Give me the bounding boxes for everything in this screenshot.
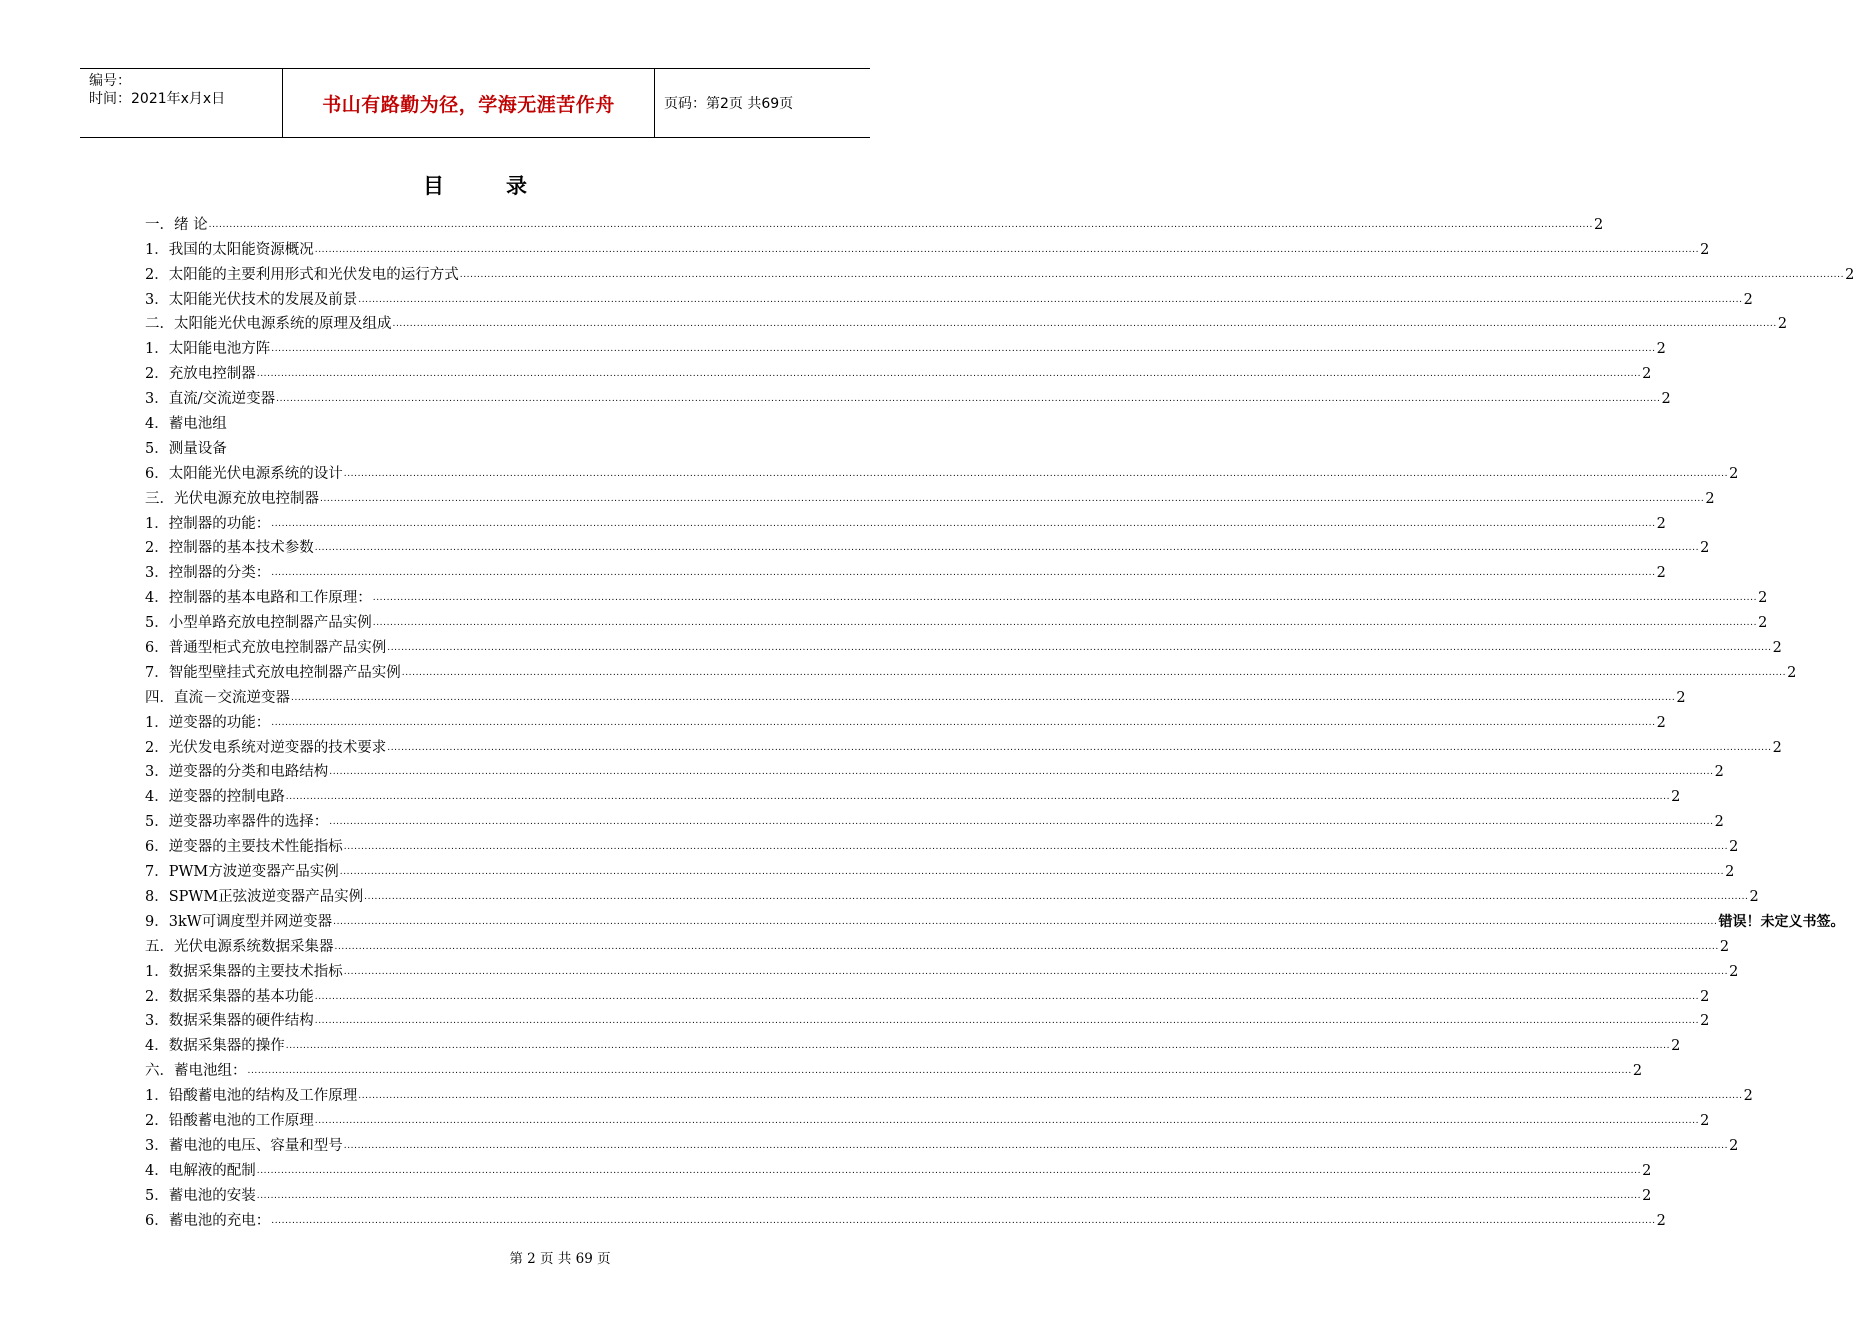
toc-entry[interactable] — [145, 433, 806, 458]
toc-leader-dots: ................................................................................................................................................................................................................................................................................................................................................................................................................ — [247, 1066, 1632, 1077]
toc-entry-page: 2 — [1700, 540, 1710, 557]
toc-entry-title: 5．小型单路充放电控制器产品实例 — [145, 615, 372, 632]
toc-entry-title: 4．蓄电池组 — [145, 416, 227, 433]
toc-leader-dots: ................................................................................................................................................................................................................................................................................................................................................................................................................ — [364, 891, 1749, 902]
toc-entry-title: 4．电解液的配制 — [145, 1162, 256, 1179]
toc-entry-page: 错误！未定义书签。 — [1718, 913, 1845, 930]
toc-entry-title: 2．光伏发电系统对逆变器的技术要求 — [145, 739, 387, 756]
toc-entry-page: 2 — [1729, 465, 1739, 482]
toc-entry-title: 3．逆变器的分类和电路结构 — [145, 764, 329, 781]
toc-entry[interactable] — [145, 1155, 1652, 1180]
toc-entry[interactable] — [145, 757, 1724, 782]
toc-leader-dots: ................................................................................................................................................................................................................................................................................................................................................................................................................ — [372, 618, 1758, 629]
page-header — [80, 68, 870, 138]
toc-entry[interactable] — [145, 1180, 1652, 1205]
toc-entry-page: 2 — [1593, 216, 1604, 233]
toc-entry-page: 2 — [1787, 664, 1797, 681]
toc-entry-title: 8．SPWM正弦波逆变器产品实例 — [145, 888, 364, 905]
toc-entry-page: 2 — [1743, 291, 1753, 308]
toc-entry-page: 2 — [1719, 938, 1730, 955]
toc-entry-page: 2 — [1642, 366, 1652, 383]
toc-entry[interactable] — [145, 234, 1710, 259]
toc-entry-title: 6．普通型柜式充放电控制器产品实例 — [145, 640, 387, 657]
toc-entry-title: 3．控制器的分类： — [145, 565, 271, 582]
toc-entry[interactable] — [145, 1055, 1643, 1080]
toc-entry-page: 2 — [1656, 1212, 1666, 1229]
toc-leader-dots: ................................................................................................................................................................................................................................................................................................................................................................................................................ — [343, 468, 1729, 479]
toc-leader-dots: ................................................................................................................................................................................................................................................................................................................................................................................................................ — [276, 394, 1661, 405]
toc-entry-title: 六．蓄电池组： — [145, 1063, 247, 1080]
toc-entry-title: 1．控制器的功能： — [145, 515, 271, 532]
toc-entry[interactable] — [145, 881, 1759, 906]
toc-leader-dots: ................................................................................................................................................................................................................................................................................................................................................................................................................ — [271, 1215, 1656, 1226]
toc-entry-page: 2 — [1642, 1187, 1652, 1204]
toc-entry-title: 9．3kW可调度型并网逆变器 — [145, 913, 333, 930]
toc-leader-dots: ................................................................................................................................................................................................................................................................................................................................................................................................................ — [343, 1140, 1729, 1151]
toc-entry-page: 2 — [1729, 963, 1739, 980]
toc-entry-page: 2 — [1749, 888, 1759, 905]
toc-entry[interactable] — [145, 806, 1724, 831]
toc-leader-dots: ................................................................................................................................................................................................................................................................................................................................................................................................................ — [271, 344, 1656, 355]
toc-entry[interactable] — [145, 284, 1753, 309]
header-motto-cell — [282, 69, 655, 137]
toc-entry-title: 1．太阳能电池方阵 — [145, 341, 271, 358]
page-title — [0, 170, 950, 200]
toc-entry-title: 2．太阳能的主要利用形式和光伏发电的运行方式 — [145, 266, 459, 283]
toc-entry-title: 1．铅酸蓄电池的结构及工作原理 — [145, 1088, 358, 1105]
toc-entry-title: 3．数据采集器的硬件结构 — [145, 1013, 314, 1030]
toc-entry-page: 2 — [1729, 839, 1739, 856]
toc-entry[interactable] — [145, 906, 1845, 931]
toc-entry[interactable] — [145, 1006, 1710, 1031]
toc-entry[interactable] — [145, 383, 1671, 408]
toc-entry[interactable] — [145, 557, 1666, 582]
toc-entry-page: 2 — [1632, 1063, 1643, 1080]
header-meta — [80, 69, 282, 137]
toc-entry-page: 2 — [1743, 1088, 1753, 1105]
header-motto: 书山有路勤为径，学海无涯苦作舟 — [322, 93, 615, 116]
toc-entry[interactable] — [145, 1105, 1710, 1130]
toc-entry-page: 2 — [1676, 689, 1686, 706]
toc-entry[interactable] — [145, 1030, 1681, 1055]
toc-leader-dots: ................................................................................................................................................................................................................................................................................................................................................................................................................ — [271, 568, 1656, 579]
toc-entry-page: 2 — [1777, 316, 1788, 333]
toc-entry-title: 7．PWM方波逆变器产品实例 — [145, 864, 339, 881]
toc-entry-title: 5．逆变器功率器件的选择： — [145, 814, 329, 831]
title-char-1: 目 — [423, 174, 444, 198]
toc-entry-page: 2 — [1671, 789, 1681, 806]
toc-entry-page: 2 — [1772, 640, 1782, 657]
toc-entry-title: 2．充放电控制器 — [145, 366, 256, 383]
toc-leader-dots: ................................................................................................................................................................................................................................................................................................................................................................................................................ — [358, 1091, 1743, 1102]
toc-entry[interactable] — [145, 707, 1666, 732]
toc-entry[interactable] — [145, 209, 1604, 234]
toc-entry-title: 2．数据采集器的基本功能 — [145, 988, 314, 1005]
toc-entry-title: 6．逆变器的主要技术性能指标 — [145, 839, 343, 856]
toc-leader-dots: ................................................................................................................................................................................................................................................................................................................................................................................................................ — [339, 867, 1725, 878]
toc-entry-page: 2 — [1845, 266, 1854, 283]
toc-entry-title: 三．光伏电源充放电控制器 — [145, 490, 319, 507]
table-of-contents — [145, 209, 1854, 1230]
page-footer: 第 2 页 共 69 页 — [509, 1251, 611, 1267]
toc-leader-dots: ................................................................................................................................................................................................................................................................................................................................................................................................................ — [256, 1165, 1642, 1176]
toc-leader-dots: ................................................................................................................................................................................................................................................................................................................................................................................................................ — [459, 269, 1845, 280]
toc-entry[interactable] — [145, 1205, 1666, 1230]
toc-entry[interactable] — [145, 508, 1666, 533]
toc-entry[interactable] — [145, 358, 1652, 383]
toc-entry-page: 2 — [1714, 764, 1724, 781]
toc-entry[interactable] — [145, 956, 1739, 981]
toc-entry-title: 一．绪 论 — [145, 216, 208, 233]
toc-entry-page: 2 — [1642, 1162, 1652, 1179]
toc-entry-page: 2 — [1758, 590, 1768, 607]
toc-leader-dots: ................................................................................................................................................................................................................................................................................................................................................................................................................ — [358, 294, 1743, 305]
toc-entry-title: 1．我国的太阳能资源概况 — [145, 241, 314, 258]
toc-entry[interactable] — [145, 533, 1710, 558]
toc-entry-title: 4．逆变器的控制电路 — [145, 789, 285, 806]
toc-leader-dots: ................................................................................................................................................................................................................................................................................................................................................................................................................ — [329, 817, 1714, 828]
toc-leader-dots: ................................................................................................................................................................................................................................................................................................................................................................................................................ — [314, 1115, 1700, 1126]
toc-entry[interactable] — [145, 1080, 1753, 1105]
title-char-2: 录 — [506, 174, 527, 198]
toc-leader-dots: ................................................................................................................................................................................................................................................................................................................................................................................................................ — [271, 518, 1656, 529]
toc-entry-title: 1．逆变器的功能： — [145, 714, 271, 731]
toc-entry[interactable] — [145, 309, 1788, 334]
toc-leader-dots: ................................................................................................................................................................................................................................................................................................................................................................................................................ — [314, 543, 1700, 554]
toc-entry[interactable] — [145, 483, 1715, 508]
document-time-label: 时间：2021年x月x日 — [89, 91, 226, 107]
toc-entry-title: 4．控制器的基本电路和工作原理： — [145, 590, 372, 607]
toc-leader-dots: ................................................................................................................................................................................................................................................................................................................................................................................................................ — [392, 319, 1777, 330]
toc-entry-title: 二．太阳能光伏电源系统的原理及组成 — [145, 316, 392, 333]
toc-entry-title: 3．蓄电池的电压、容量和型号 — [145, 1137, 343, 1154]
toc-entry-title: 6．蓄电池的充电： — [145, 1212, 271, 1229]
toc-leader-dots: ................................................................................................................................................................................................................................................................................................................................................................................................................ — [343, 842, 1729, 853]
toc-leader-dots: ................................................................................................................................................................................................................................................................................................................................................................................................................ — [285, 1041, 1671, 1052]
toc-entry[interactable] — [145, 408, 806, 433]
toc-entry-page: 2 — [1656, 515, 1666, 532]
toc-leader-dots: ................................................................................................................................................................................................................................................................................................................................................................................................................ — [372, 593, 1758, 604]
toc-entry-page: 2 — [1700, 241, 1710, 258]
toc-entry-page: 2 — [1661, 391, 1671, 408]
toc-entry[interactable] — [145, 632, 1782, 657]
toc-entry-page: 2 — [1700, 1013, 1710, 1030]
toc-entry[interactable] — [145, 458, 1739, 483]
toc-entry-page: 2 — [1772, 739, 1782, 756]
toc-leader-dots: ................................................................................................................................................................................................................................................................................................................................................................................................................ — [314, 991, 1700, 1002]
toc-leader-dots: ................................................................................................................................................................................................................................................................................................................................................................................................................ — [401, 667, 1787, 678]
toc-entry[interactable] — [145, 259, 1854, 284]
toc-entry-title: 1．数据采集器的主要技术指标 — [145, 963, 343, 980]
toc-leader-dots: ................................................................................................................................................................................................................................................................................................................................................................................................................ — [387, 643, 1772, 654]
toc-entry[interactable] — [145, 931, 1730, 956]
toc-leader-dots: ................................................................................................................................................................................................................................................................................................................................................................................................................ — [256, 369, 1642, 380]
toc-leader-dots: ................................................................................................................................................................................................................................................................................................................................................................................................................ — [320, 493, 1705, 504]
toc-leader-dots: ................................................................................................................................................................................................................................................................................................................................................................................................................ — [285, 792, 1671, 803]
toc-entry-page: 2 — [1705, 490, 1715, 507]
toc-leader-dots: ................................................................................................................................................................................................................................................................................................................................................................................................................ — [314, 244, 1700, 255]
toc-entry[interactable] — [145, 856, 1735, 881]
toc-entry-title: 2．铅酸蓄电池的工作原理 — [145, 1112, 314, 1129]
toc-entry-page: 2 — [1656, 714, 1666, 731]
toc-entry[interactable] — [145, 831, 1739, 856]
toc-entry[interactable] — [145, 732, 1782, 757]
toc-entry-title: 6．太阳能光伏电源系统的设计 — [145, 465, 343, 482]
toc-entry-title: 5．测量设备 — [145, 440, 227, 457]
toc-entry-title: 3．太阳能光伏技术的发展及前景 — [145, 291, 358, 308]
toc-leader-dots: ................................................................................................................................................................................................................................................................................................................................................................................................................ — [334, 941, 1719, 952]
toc-leader-dots: ................................................................................................................................................................................................................................................................................................................................................................................................................ — [271, 717, 1656, 728]
header-page-info: 页码：第2页 共69页 — [664, 96, 794, 112]
toc-entry[interactable] — [145, 1130, 1739, 1155]
toc-entry-page: 2 — [1656, 565, 1666, 582]
toc-entry-page: 2 — [1700, 988, 1710, 1005]
toc-leader-dots: ................................................................................................................................................................................................................................................................................................................................................................................................................ — [208, 219, 1593, 230]
toc-leader-dots: ................................................................................................................................................................................................................................................................................................................................................................................................................ — [291, 692, 1676, 703]
toc-entry-page: 2 — [1671, 1038, 1681, 1055]
document-number-label: 编号： — [89, 73, 131, 89]
toc-leader-dots: ................................................................................................................................................................................................................................................................................................................................................................................................................ — [387, 742, 1772, 753]
toc-entry-title: 四．直流－交流逆变器 — [145, 689, 290, 706]
toc-entry[interactable] — [145, 582, 1768, 607]
toc-leader-dots: ................................................................................................................................................................................................................................................................................................................................................................................................................ — [256, 1190, 1642, 1201]
toc-entry-page: 2 — [1729, 1137, 1739, 1154]
toc-entry-page: 2 — [1656, 341, 1666, 358]
toc-entry-title: 3．直流/交流逆变器 — [145, 391, 276, 408]
toc-entry-title: 五．光伏电源系统数据采集器 — [145, 938, 334, 955]
toc-entry[interactable] — [145, 657, 1797, 682]
toc-entry-page: 2 — [1725, 864, 1735, 881]
toc-entry-page: 2 — [1714, 814, 1724, 831]
toc-leader-dots: ................................................................................................................................................................................................................................................................................................................................................................................................................ — [314, 1016, 1700, 1027]
toc-entry[interactable] — [145, 607, 1768, 632]
toc-entry-page: 2 — [1758, 615, 1768, 632]
toc-entry[interactable] — [145, 682, 1686, 707]
toc-entry[interactable] — [145, 781, 1681, 806]
toc-entry-title: 2．控制器的基本技术参数 — [145, 540, 314, 557]
toc-entry[interactable] — [145, 333, 1666, 358]
toc-leader-dots: ................................................................................................................................................................................................................................................................................................................................................................................................................ — [343, 966, 1729, 977]
toc-entry-title: 7．智能型壁挂式充放电控制器产品实例 — [145, 664, 401, 681]
toc-entry-title: 5．蓄电池的安装 — [145, 1187, 256, 1204]
toc-leader-dots: ................................................................................................................................................................................................................................................................................................................................................................................................................ — [329, 767, 1714, 778]
toc-entry-page: 2 — [1700, 1112, 1710, 1129]
toc-entry[interactable] — [145, 981, 1710, 1006]
toc-entry-title: 4．数据采集器的操作 — [145, 1038, 285, 1055]
toc-leader-dots: ................................................................................................................................................................................................................................................................................................................................................................................................................ — [333, 916, 1718, 927]
